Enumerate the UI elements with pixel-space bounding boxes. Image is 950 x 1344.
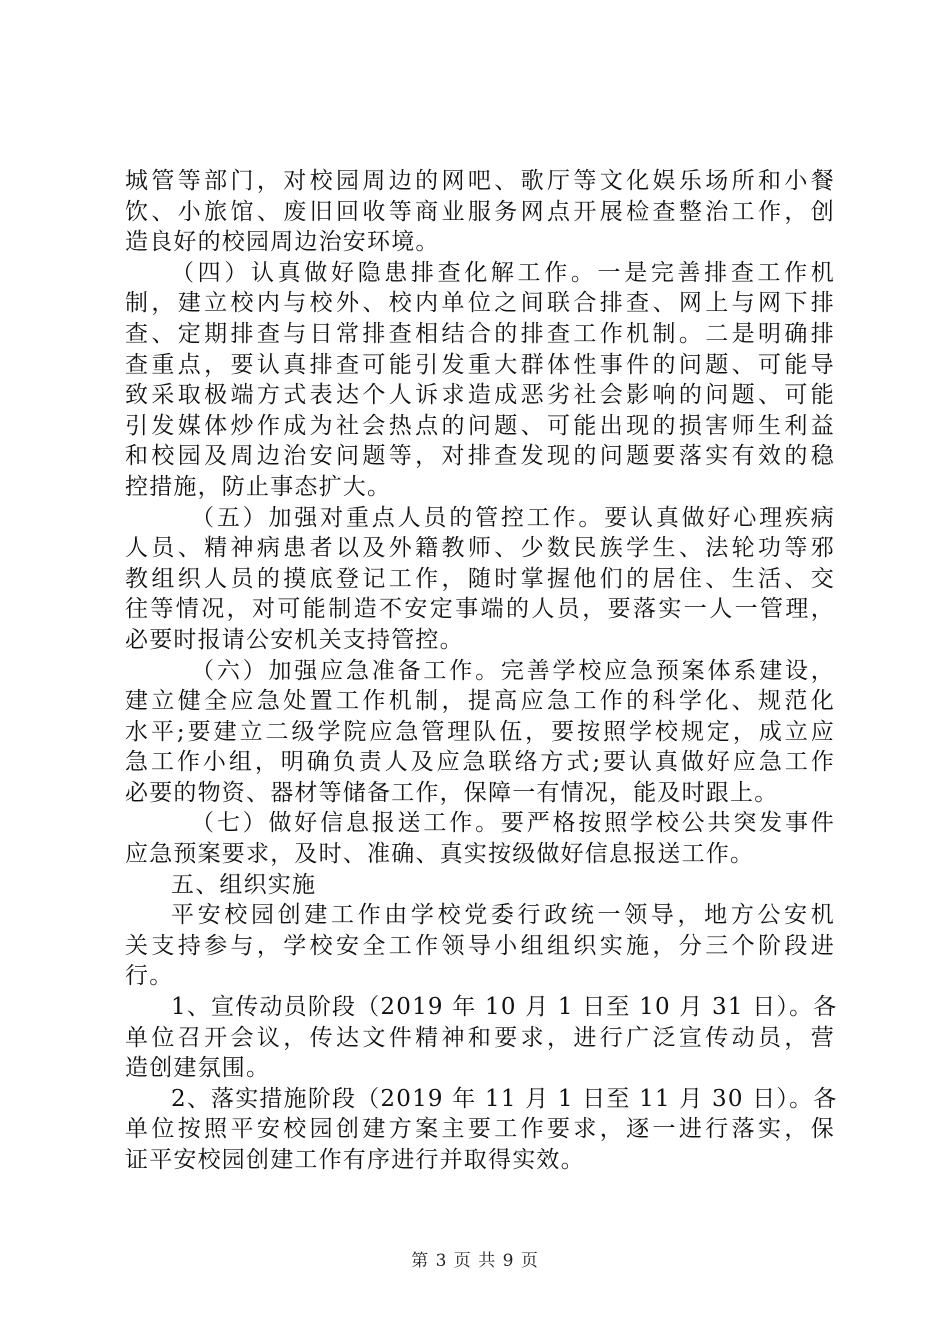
text-line: 单位按照平安校园创建方案主要工作要求，逐一进行落实，保 [125,1116,835,1143]
text-line: 造良好的校园周边治安环境。 [125,229,440,256]
paragraph-start-stage-two: 2、落实措施阶段（2019 年 11 月 1 日至 11 月 30 日）。各 [171,1085,838,1112]
paragraph-start-stage-one: 1、宣传动员阶段（2019 年 10 月 1 日至 10 月 31 日）。各 [171,994,838,1021]
text-line: 城管等部门，对校园周边的网吧、歌厅等文化娱乐场所和小餐 [125,168,835,194]
text-line: 急工作小组，明确负责人及应急联络方式;要认真做好应急工作 [125,749,835,776]
text-line: 应急预案要求，及时、准确、真实按级做好信息报送工作。 [125,841,755,868]
text-line: 证平安校园创建工作有序进行并取得实效。 [125,1147,585,1173]
paragraph-start-implementation: 平安校园创建工作由学校党委行政统一领导，地方公安机 [171,902,835,929]
text-line: 查、定期排查与日常排查相结合的排查工作机制。二是明确排 [125,320,835,347]
text-line: 人员、精神病患者以及外籍教师、少数民族学生、法轮功等邪 [125,535,835,562]
text-line: 控措施，防止事态扩大。 [125,473,392,500]
text-line: 关支持参与，学校安全工作领导小组组织实施，分三个阶段进 [125,932,835,959]
text-line: 必要的物资、器材等储备工作，保障一有情况，能及时跟上。 [125,779,779,806]
text-line: 制，建立校内与校外、校内单位之间联合排查、网上与网下排 [125,290,835,317]
text-line: 行。 [125,963,174,990]
text-line: 饮、小旅馆、废旧回收等商业服务网点开展检查整治工作，创 [125,198,835,225]
text-line: 单位召开会议，传达文件精神和要求，进行广泛宣传动员，营 [125,1024,835,1051]
paragraph-start-seven: （七）做好信息报送工作。要严格按照学校公共突发事件 [191,810,835,837]
paragraph-start-six: （六）加强应急准备工作。完善学校应急预案体系建设， [191,657,835,684]
text-line: 往等情况，对可能制造不安定事端的人员，要落实一人一管理， [125,596,835,623]
text-line: 水平;要建立二级学院应急管理队伍，要按照学校规定，成立应 [125,718,835,745]
text-line: 查重点，要认真排查可能引发重大群体性事件的问题、可能导 [125,351,835,378]
text-line: 必要时报请公安机关支持管控。 [125,626,464,653]
text-line: 和校园及周边治安问题等，对排查发现的问题要落实有效的稳 [125,443,835,470]
document-body [125,166,838,1176]
text-line: 造创建氛围。 [125,1055,271,1082]
text-line: 引发媒体炒作成为社会热点的问题、可能出现的损害师生利益 [125,412,835,439]
paragraph-start-four: （四）认真做好隐患排查化解工作。一是完善排查工作机 [171,259,835,286]
text-line: 建立健全应急处置工作机制，提高应急工作的科学化、规范化 [125,688,835,715]
text-line: 教组织人员的摸底登记工作，随时掌握他们的居住、生活、交 [125,565,835,592]
text-line: 致采取极端方式表达个人诉求造成恶劣社会影响的问题、可能 [125,382,835,409]
section-heading: 五、组织实施 [171,871,317,898]
page-number-footer: 第 3 页 共 9 页 [411,1251,539,1271]
paragraph-start-five: （五）加强对重点人员的管控工作。要认真做好心理疾病 [191,504,835,531]
